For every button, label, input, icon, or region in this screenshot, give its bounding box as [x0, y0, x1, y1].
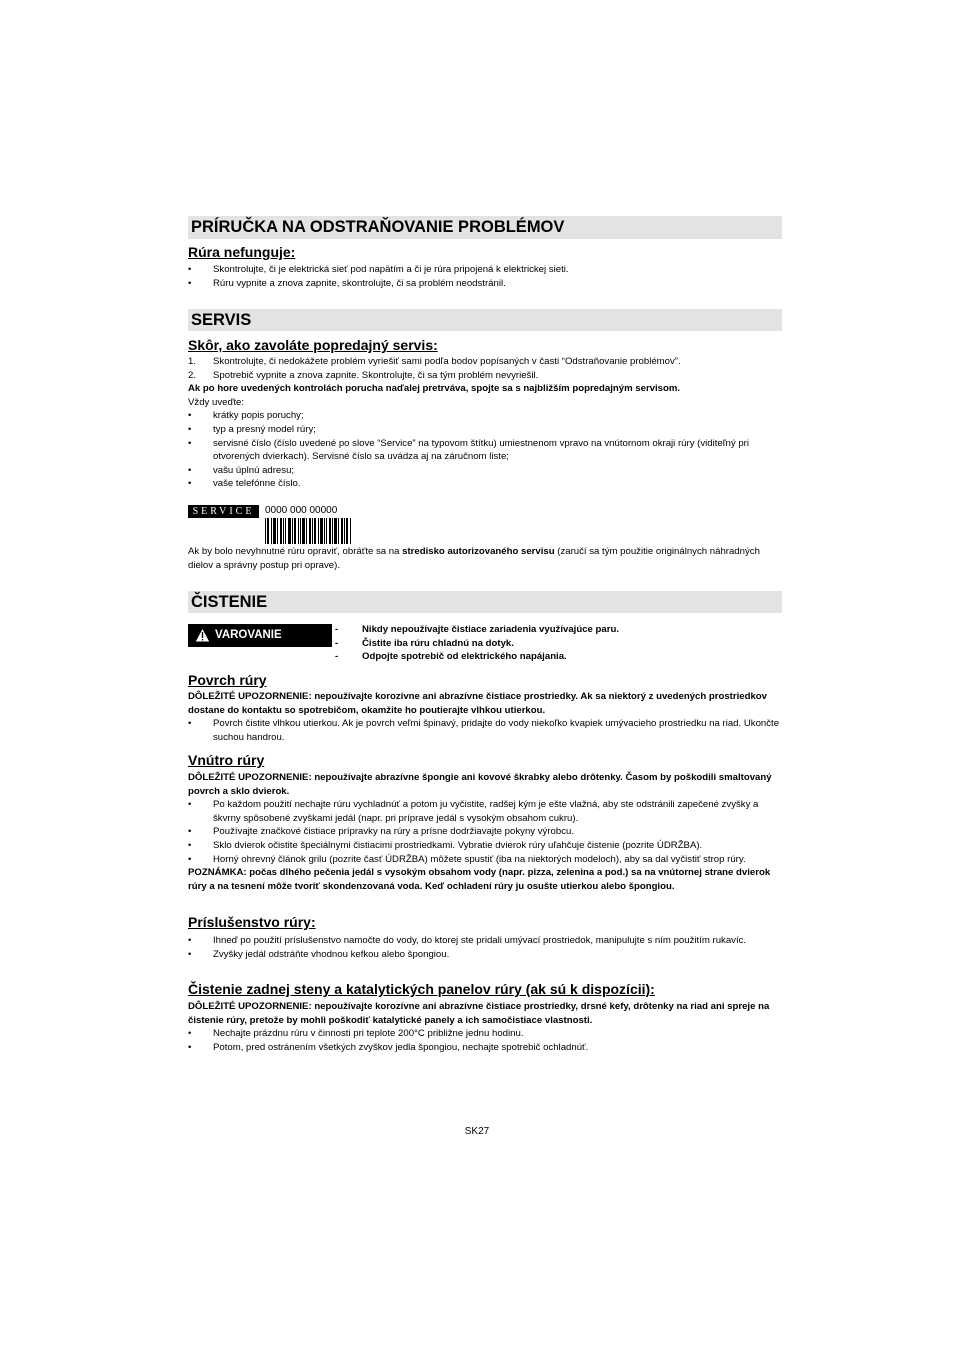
back-wall-heading: Čistenie zadnej steny a katalytických panelov rúry (ak sú k dispozícii):	[188, 981, 655, 997]
back-wall-list	[188, 1027, 782, 1054]
list-item: • vašu úplnú adresu;	[188, 464, 782, 478]
barcode-icon	[265, 518, 351, 544]
oven-surface-heading: Povrch rúry	[188, 672, 267, 688]
list-item: • Skontrolujte, či je elektrická sieť pod napätím a či je rúra pripojená k elektrickej sieti.	[188, 263, 782, 277]
interior-list	[188, 798, 782, 866]
list-item: - Nikdy nepoužívajte čistiace zariadenia využívajúce paru.	[335, 623, 782, 637]
list-item: • typ a presný model rúry;	[188, 423, 782, 437]
warning-list	[335, 623, 782, 664]
list-item: - Odpojte spotrebič od elektrického napájania.	[335, 650, 782, 664]
back-wall-section	[188, 1000, 782, 1054]
list-item: 1. Skontrolujte, či nedokážete problém vyriešiť sami podľa bodov popísaných v časti “Odstraňovanie problémov”.	[188, 356, 681, 367]
oven-interior-section	[188, 771, 782, 893]
list-item: • Používajte značkové čistiace prípravky na rúry a prísne dodržiavajte pokyny výrobcu.	[188, 825, 782, 839]
list-item: • Ihneď po použití príslušenstvo namočte do vody, do ktorej ste pridali umývací prostriedok, manipulujte s ním použitím rukavíc.	[188, 934, 782, 948]
oven-surface-section	[188, 690, 782, 744]
always-state-label: Vždy uveďte:	[188, 396, 245, 408]
list-item: • Horný ohrevný článok grilu (pozrite časť ÚDRŽBA) môžete spustiť (iba na niektorých modeloch), aby sa dal vyčistiť strop rúry.	[188, 853, 782, 867]
cleaning-heading: ČISTENIE	[188, 591, 782, 613]
page-number: SK27	[464, 1126, 490, 1137]
service-info-list	[188, 409, 782, 491]
important-note: DÔLEŽITÉ UPOZORNENIE: nepoužívajte korozívne ani abrazívne čistiace prostriedky. Ak sa niektorý z uvedených prostriedkov dostane do kontaktu so spotrebičom, okamžite ho poutierajte vlhkou utierkou.	[188, 691, 767, 716]
accessories-list	[188, 934, 782, 961]
list-item: • Potom, pred ostránením všetkých zvyškov jedla špongiou, nechajte spotrebič ochladnúť.	[188, 1041, 782, 1055]
surface-list	[188, 717, 782, 744]
service-steps	[188, 355, 782, 382]
list-item: • Rúru vypnite a znova zapnite, skontrolujte, či sa problém neodstránil.	[188, 277, 782, 291]
list-item: • Nechajte prázdnu rúru v činnosti pri teplote 200°C približne jednu hodinu.	[188, 1027, 782, 1041]
oven-not-working-heading: Rúra nefunguje:	[188, 244, 296, 260]
service-instructions	[188, 355, 782, 491]
list-item: • Sklo dvierok očistite špeciálnymi čistiacimi prostriedkami. Vybratie dvierok rúry uľahčuje čistenie (pozrite ÚDRŽBA).	[188, 839, 782, 853]
troubleshooting-list	[188, 263, 782, 290]
service-logo: SERVICE	[188, 505, 259, 518]
warning-label: VAROVANIE	[215, 629, 282, 641]
list-item: • krátky popis poruchy;	[188, 409, 782, 423]
accessories-heading: Príslušenstvo rúry:	[188, 914, 316, 930]
list-item: 2. Spotrebič vypnite a znova zapnite. Skontrolujte, či sa tým problém nevyriešil.	[188, 369, 539, 381]
list-item: - Čistite iba rúru chladnú na dotyk.	[335, 637, 782, 651]
important-note: DÔLEŽITÉ UPOZORNENIE: nepoužívajte abrazívne špongie ani kovové škrabky alebo drôtenky. Časom by poškodili smaltovaný povrch a sklo dvierok.	[188, 772, 772, 797]
warning-triangle-icon	[194, 627, 211, 643]
repair-note: Ak by bolo nevyhnutné rúru opraviť, obráťte sa na stredisko autorizovaného servisu (zaručí sa tým použitie originálnych náhradných dielov a správny postup pri oprave).	[188, 546, 760, 571]
important-note: DÔLEŽITÉ UPOZORNENIE: nepoužívajte korozívne ani abrazívne čistiace prostriedky, drsné kefy, drôtenky na riad ani spreje na čistenie rúry, pretože by mohli poškodiť katalytické panely a ich samočistiace vlastnosti.	[188, 1001, 770, 1026]
list-item: • Po každom použití nechajte rúru vychladnúť a potom ju vyčistite, radšej kým je ešte vlažná, aby ste odstránili zapečené zvyšky a škvrny spôsobené zvyškami jedál (napr. pri príprave jedál s vysokým obsahom cukru).	[188, 798, 782, 825]
troubleshooting-heading: PRÍRUČKA NA ODSTRAŇOVANIE PROBLÉMOV	[188, 216, 782, 239]
service-number: 0000 000 00000	[265, 505, 338, 516]
list-item: • servisné číslo (číslo uvedené po slove “Service” na typovom štítku) umiestnenom vpravo na vnútornom okraji rúry (viditeľný pri otvorených dvierkach). Servisné číslo sa uvádza aj na záručnom liste;	[188, 437, 782, 464]
list-item: • vaše telefónne číslo.	[188, 477, 782, 491]
service-bold-note: Ak po hore uvedených kontrolách porucha naďalej pretrváva, spojte sa s najbližším popredajným servisom.	[188, 383, 681, 395]
warning-label-box	[188, 624, 332, 647]
service-heading: SERVIS	[188, 309, 782, 331]
before-calling-service-heading: Skôr, ako zavoláte popredajný servis:	[188, 337, 438, 353]
interior-note: POZNÁMKA: počas dlhého pečenia jedál s vysokým obsahom vody (napr. pizza, zelenina a pod.) sa na vnútornej strane dvierok rúry a na tesnení môže tvoriť skondenzovaná voda. Keď ochladení rúry ju osušte utierkou alebo špongiou.	[188, 867, 771, 892]
oven-interior-heading: Vnútro rúry	[188, 752, 265, 768]
list-item: • Zvyšky jedál odstráňte vhodnou kefkou alebo špongiou.	[188, 948, 782, 962]
list-item: • Povrch čistite vlhkou utierkou. Ak je povrch veľmi špinavý, pridajte do vody niekoľko kvapiek umývacieho prostriedku na riad. Ukončte suchou handrou.	[188, 717, 782, 744]
